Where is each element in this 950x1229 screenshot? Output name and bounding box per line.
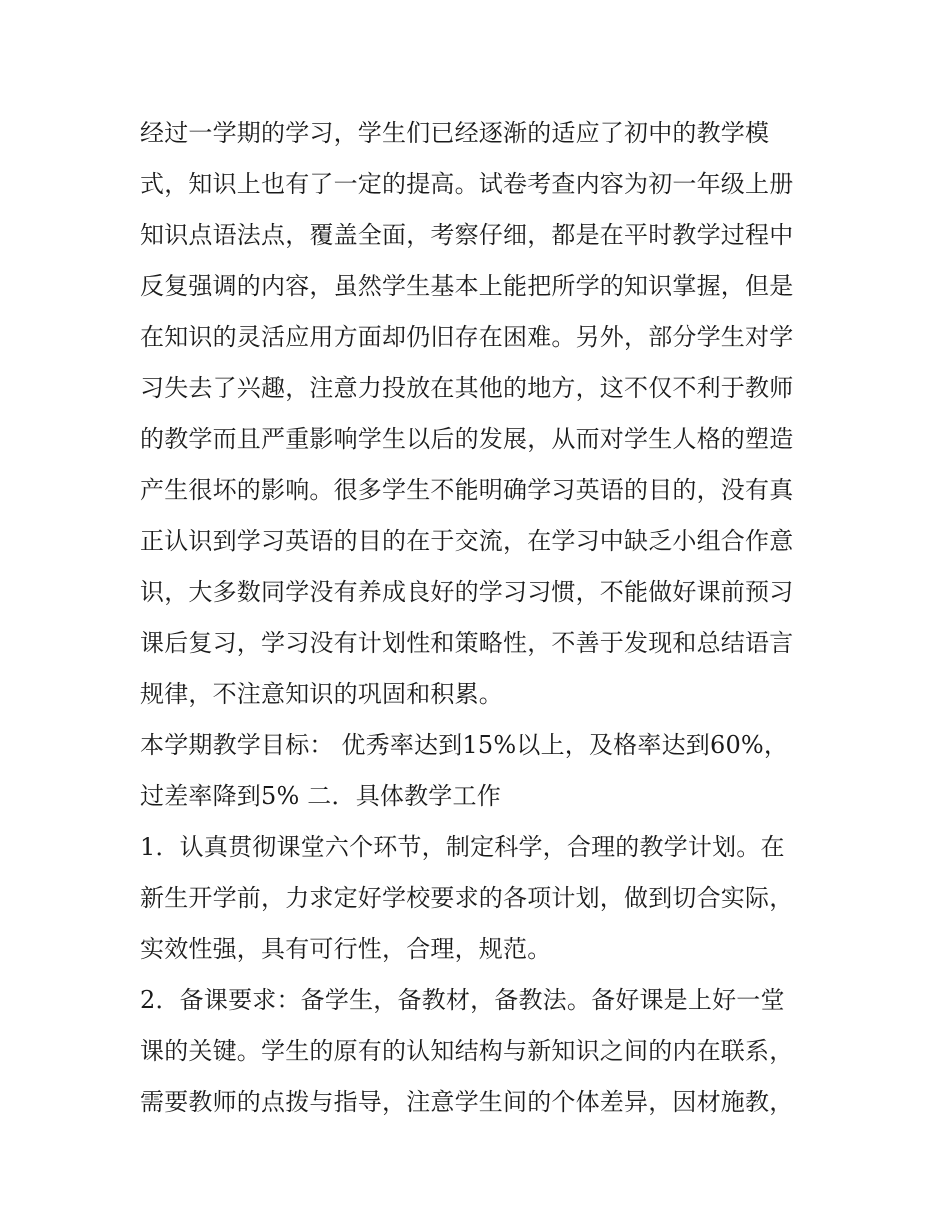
text-line: 正认识到学习英语的目的在于交流，在学习中缺乏小组合作意 bbox=[140, 527, 794, 555]
goal-line: 过差率降到5% 二．具体教学工作 bbox=[140, 782, 501, 810]
text-line: 课后复习，学习没有计划性和策略性，不善于发现和总结语言 bbox=[140, 629, 794, 657]
text-line: 在知识的灵活应用方面却仍旧存在困难。另外，部分学生对学 bbox=[140, 323, 794, 351]
text-line: 识，大多数同学没有养成良好的学习习惯，不能做好课前预习 bbox=[140, 578, 794, 606]
list-item-1-line: 实效性强，具有可行性，合理，规范。 bbox=[140, 935, 552, 963]
list-item-1-line: 新生开学前，力求定好学校要求的各项计划，做到切合实际， bbox=[140, 884, 794, 912]
text-line: 规律，不注意知识的巩固和积累。 bbox=[140, 680, 503, 708]
list-item-2-line: 2．备课要求：备学生，备教材，备教法。备好课是上好一堂 bbox=[140, 986, 785, 1014]
document-body bbox=[140, 108, 820, 1128]
text-line: 习失去了兴趣，注意力投放在其他的地方，这不仅不利于教师 bbox=[140, 374, 794, 402]
text-line: 的教学而且严重影响学生以后的发展，从而对学生人格的塑造 bbox=[140, 425, 794, 453]
text-line: 产生很坏的影响。很多学生不能明确学习英语的目的，没有真 bbox=[140, 476, 794, 504]
text-line: 反复强调的内容，虽然学生基本上能把所学的知识掌握，但是 bbox=[140, 272, 794, 300]
text-line: 式，知识上也有了一定的提高。试卷考查内容为初一年级上册 bbox=[140, 170, 794, 198]
text-line: 经过一学期的学习，学生们已经逐渐的适应了初中的教学模 bbox=[140, 119, 770, 147]
goal-line: 本学期教学目标： 优秀率达到15%以上，及格率达到60%， bbox=[140, 731, 789, 759]
list-item-2-line: 需要教师的点拨与指导，注意学生间的个体差异，因材施教， bbox=[140, 1088, 794, 1116]
list-item-2-line: 课的关键。学生的原有的认知结构与新知识之间的内在联系， bbox=[140, 1037, 794, 1065]
text-line: 知识点语法点，覆盖全面，考察仔细，都是在平时教学过程中 bbox=[140, 221, 794, 249]
list-item-1-line: 1．认真贯彻课堂六个环节，制定科学，合理的教学计划。在 bbox=[140, 833, 785, 861]
